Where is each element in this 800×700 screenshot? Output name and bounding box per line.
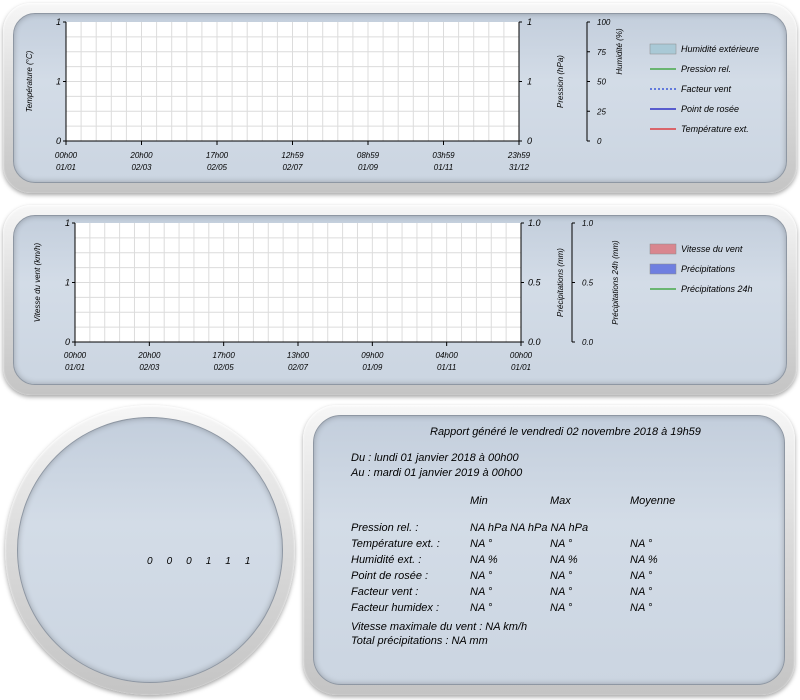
x-tick-label-date: 02/03 [139,363,160,372]
report-row-min: NA ° [470,538,493,550]
x-tick-label-date: 01/11 [436,363,457,372]
report-row-label: Humidité ext. : [351,554,422,566]
x-tick-label-time: 20h00 [130,151,153,160]
y-tick-label-right1: 1.0 [528,218,541,228]
report-row-max: NA ° [550,570,573,582]
odometer-digit: 1 [225,556,231,567]
y-axis-title-left: Vitesse du vent (km/h) [33,242,42,323]
y-tick-label-right1: 0.5 [528,277,541,288]
y-tick-label-left: 1 [55,17,61,27]
report-row-label: Point de rosée : [351,570,429,582]
report-panel [303,405,795,695]
legend-label: Température ext. [681,124,749,134]
x-tick-label-date: 01/09 [362,363,383,372]
report-row-label: Facteur humidex : [351,602,440,614]
legend-swatch [650,264,676,274]
round-gauge [5,405,295,695]
x-tick-label-time: 08h59 [356,151,380,160]
report-row-label: Facteur vent : [351,586,419,598]
y-tick-label-right2: 50 [597,77,606,87]
y-tick-label-right2: 0 [597,137,602,146]
y-tick-label-right2: 0.0 [582,338,594,347]
odometer-digit: 1 [205,556,212,567]
x-tick-label-date: 02/07 [282,163,303,172]
y-tick-label-right2: 75 [597,47,606,57]
legend-label: Vitesse du vent [681,244,743,254]
x-tick-label-time: 00h00 [509,351,533,360]
report-header-max: Max [550,495,571,507]
y-axis-title-right2: Humidité (%) [615,28,624,75]
odometer-digit: 0 [166,556,173,567]
x-tick-label-time: 13h00 [286,351,310,360]
y-tick-label-right1: 1 [527,17,533,27]
report-row-avg: NA ° [630,538,653,550]
report-row-min: NA ° [470,602,493,614]
x-tick-label-date: 01/01 [64,363,86,372]
odometer-digit: 1 [244,556,251,567]
report-row-min: NA ° [470,570,493,582]
y-axis-title-right2: Précipitations 24h (mm) [611,240,620,325]
report-row-avg: NA ° [630,602,653,614]
report-row-avg: NA ° [630,586,653,598]
x-tick-label-date: 01/09 [357,163,379,172]
legend-label: Précipitations [681,264,736,274]
x-tick-label-time: 12h59 [281,151,304,160]
x-tick-label-date: 31/12 [508,163,530,172]
odometer-digit: 0 [147,556,153,567]
legend-swatch [650,44,676,54]
x-tick-label-time: 20h00 [138,351,161,360]
report-row-max: NA ° [550,586,573,598]
report-row-min: NA % [470,554,498,566]
y-tick-label-left: 0 [64,337,70,347]
report-row-avg: NA % [630,554,658,566]
report-header-min: Min [470,495,488,507]
legend-swatch [650,244,676,254]
x-tick-label-time: 03h59 [432,151,455,160]
legend-label: Pression rel. [681,64,732,74]
report-row-avg: NA ° [630,570,653,582]
x-tick-label-time: 09h00 [361,351,384,360]
x-tick-label-date: 02/03 [131,163,152,172]
legend-label: Point de rosée [681,104,740,114]
y-tick-label-left: 1 [64,218,70,228]
report-row-max: NA hPa NA hPa [510,522,589,534]
y-tick-label-right1: 0 [527,136,533,146]
odometer-digit: 0 [186,556,192,567]
y-tick-label-left: 0 [55,136,61,146]
report-row-max: NA ° [550,602,573,614]
y-tick-label-left: 1 [55,76,61,87]
x-tick-label-date: 02/05 [206,163,228,172]
report-row-label: Température ext. : [351,538,440,550]
report-row-label: Pression rel. : [351,522,419,534]
y-axis-title-left: Température (°C) [25,50,34,113]
report-row-min: NA ° [470,586,493,598]
legend-label: Précipitations 24h [681,284,753,294]
y-tick-label-right1: 1 [527,76,533,87]
y-tick-label-right1: 0.0 [528,337,541,347]
y-tick-label-right2: 100 [597,18,611,27]
report-max-wind: Vitesse maximale du vent : NA km/h [351,621,528,633]
y-tick-label-right2: 0.5 [582,278,594,288]
x-tick-label-date: 02/05 [213,363,234,372]
legend-label: Facteur vent [681,84,732,94]
x-tick-label-time: 04h00 [435,351,458,360]
y-tick-label-right2: 1.0 [582,219,594,228]
report-to: Au : mardi 01 janvier 2019 à 00h00 [351,467,523,479]
x-tick-label-date: 01/11 [433,163,454,172]
report-row-max: NA ° [550,538,573,550]
x-tick-label-date: 02/07 [287,363,309,372]
x-tick-label-time: 00h00 [54,151,78,160]
report-total-rain: Total précipitations : NA mm [351,635,488,647]
x-tick-label-date: 01/01 [55,163,77,172]
report-from: Du : lundi 01 janvier 2018 à 00h00 [351,452,519,464]
y-tick-label-left: 1 [64,277,70,288]
round-gauge-face [17,417,283,683]
legend-label: Humidité extérieure [681,44,760,54]
report-title: Rapport généré le vendredi 02 novembre 2018 à 19h59 [430,426,701,438]
report-row-min: NA hPa [470,522,508,534]
x-tick-label-date: 01/01 [510,363,532,372]
y-axis-title-right1: Pression (hPa) [556,55,565,108]
odometer-counter [147,556,267,567]
x-tick-label-time: 00h00 [63,351,87,360]
report-header-avg: Moyenne [630,495,676,507]
x-tick-label-time: 17h00 [205,151,229,160]
x-tick-label-time: 17h00 [212,351,235,360]
x-tick-label-time: 23h59 [507,151,531,160]
report-row-max: NA % [550,554,578,566]
y-tick-label-right2: 25 [597,107,606,117]
y-axis-title-right1: Précipitations (mm) [556,248,565,317]
